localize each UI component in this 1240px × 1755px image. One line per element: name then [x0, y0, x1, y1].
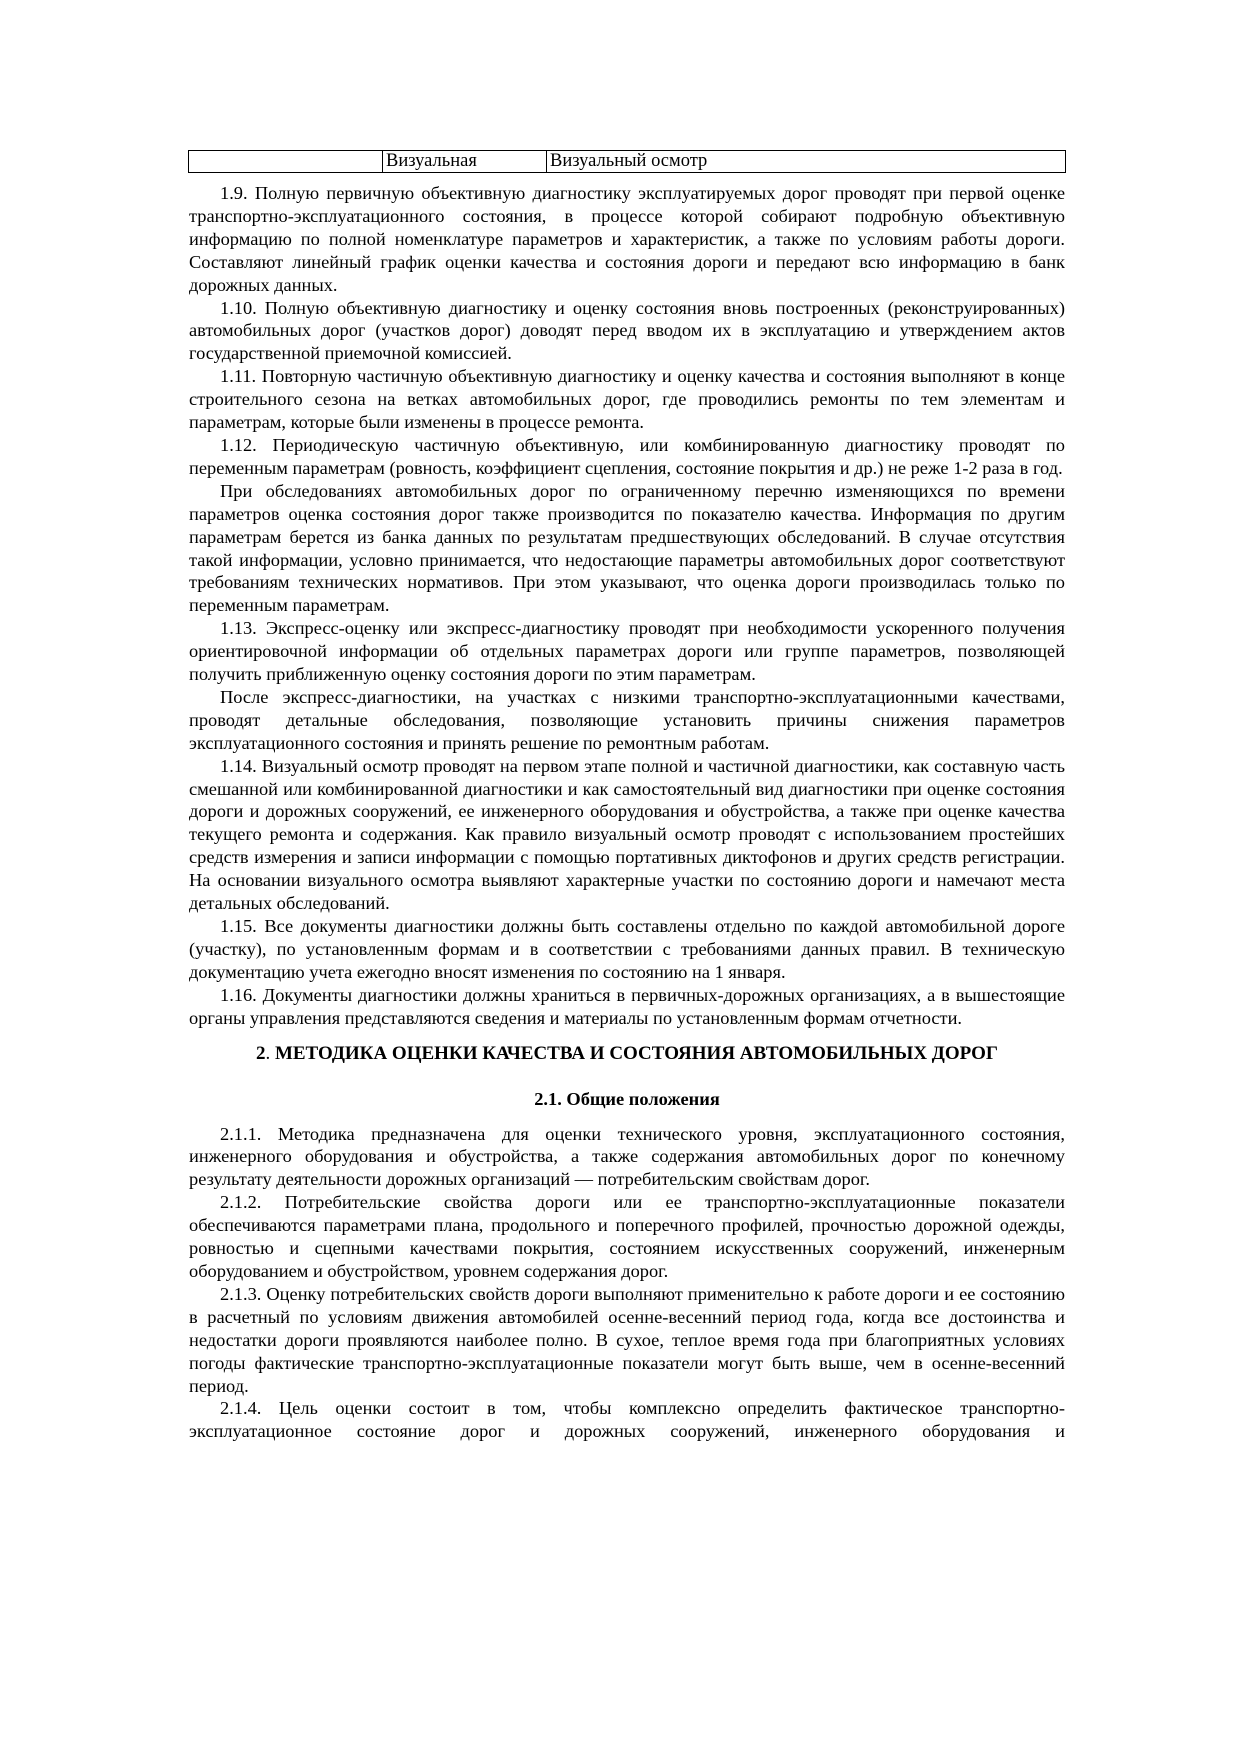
paragraph-2-1-3: 2.1.3. Оценку потребительских свойств дороги выполняют применительно к работе дороги и ее состоянию в расчетный по условиям движения автомобилей осенне-весенний период года, когда все достоинства и недостатки дороги проявляются наиболее полно. В сухое, теплое время года при благоприятных условиях погоды фактические транспортно-эксплуатационные показатели могут быть выше, чем в осенне-весенний период.: [189, 1283, 1065, 1396]
section-title: МЕТОДИКА ОЦЕНКИ КАЧЕСТВА И СОСТОЯНИЯ АВТОМОБИЛЬНЫХ ДОРОГ: [274, 1042, 999, 1064]
paragraph-surveys: При обследованиях автомобильных дорог по ограниченному перечню изменяющихся по времени параметров оценка состояния дорог также производится по показателю качества. Информация по другим параметрам берется из банка данных по результатам предшествующих обследований. В случае отсутствия такой информации, условно принимается, что недостающие параметры автомобильных дорог соответствуют требованиям технических нормативов. При этом указывают, что оценка дороги производилась только по переменным параметрам.: [189, 480, 1065, 616]
paragraph-1-10: 1.10. Полную объективную диагностику и оценку состояния вновь построенных (реконструированных) автомобильных дорог (участков дорог) доводят перед вводом их в эксплуатацию и утверждением актов государственной приемочной комиссией.: [189, 297, 1065, 364]
table-cell-method: Визуальный осмотр: [547, 151, 1066, 173]
paragraph-2-1-4: 2.1.4. Цель оценки состоит в том, чтобы комплексно определить фактическое транспортно-эксплуатационное состояние дорог и дорожных сооружений, инженерного оборудования и: [189, 1398, 1065, 1442]
paragraph-1-14: 1.14. Визуальный осмотр проводят на первом этапе полной и частичной диагностики, как составную часть смешанной или комбинированной диагностики и как самостоятельный вид диагностики при оценке состояния дороги и дорожных сооружений, ее инженерного оборудования и обустройства, а также при оценке качества текущего ремонта и содержания. Как правило визуальный осмотр проводят с использованием простейших средств измерения и записи информации с помощью портативных диктофонов и других средств регистрации. На основании визуального осмотра выявляют характерные участки по состоянию дороги и намечают места детальных обследований.: [189, 755, 1065, 914]
subsection-heading: 2.1. Общие положения: [534, 1088, 720, 1109]
paragraph-1-12: 1.12. Периодическую частичную объективную, или комбинированную диагностику проводят по переменным параметрам (ровность, коэффициент сцепления, состояние покрытия и др.) не реже 1-2 раза в год.: [189, 434, 1065, 478]
section-number: 2: [255, 1042, 266, 1064]
table-cell-type: Визуальная: [383, 151, 547, 173]
section-separator: .: [265, 1042, 275, 1064]
paragraph-2-1-1: 2.1.1. Методика предназначена для оценки технического уровня, эксплуатационного состояния, инженерного оборудования и обустройства, а также содержания автомобильных дорог по конечному результату деятельности дорожных организаций — потребительским свойствам дорог.: [189, 1123, 1065, 1190]
document-page: [189, 150, 1065, 1443]
paragraph-1-16: 1.16. Документы диагностики должны храниться в первичных-дорожных организациях, а в вышестоящие органы управления представляются сведения и материалы по установленным формам отчетности.: [189, 984, 1065, 1028]
paragraph-1-9: 1.9. Полную первичную объективную диагностику эксплуатируемых дорог проводят при первой оценке транспортно-эксплуатационного состояния, в процессе которой собирают подробную объективную информацию по полной номенклатуре параметров и характеристик, а также по условиям работы дороги. Составляют линейный график оценки качества и состояния дороги и передают всю информацию в банк дорожных данных.: [189, 183, 1065, 295]
section-heading: [189, 1042, 1065, 1066]
paragraph-after-express: После экспресс-диагностики, на участках с низкими транспортно-эксплуатационными качествами, проводят детальные обследования, позволяющие установить причины снижения параметров эксплуатационного состояния и принять решение по ремонтным работам.: [189, 686, 1065, 753]
paragraph-1-13: 1.13. Экспресс-оценку или экспресс-диагностику проводят при необходимости ускоренного получения ориентировочной информации об отдельных параметрах дороги или группе параметров, позволяющей получить приближенную оценку состояния дороги по этим параметрам.: [189, 618, 1065, 685]
paragraph-2-1-2: 2.1.2. Потребительские свойства дороги или ее транспортно-эксплуатационные показатели обеспечиваются параметрами плана, продольного и поперечного профилей, прочностью дорожной одежды, ровностью и сцепными качествами покрытия, состоянием искусственных сооружений, инженерным оборудованием и обустройством, уровнем содержания дорог.: [189, 1192, 1065, 1281]
table-row: [189, 151, 1066, 173]
paragraph-1-11: 1.11. Повторную частичную объективную диагностику и оценку качества и состояния выполняют в конце строительного сезона на ветках автомобильных дорог, где проводились ремонты по тем элементам и параметрам, которые были изменены в процессе ремонта.: [189, 366, 1065, 433]
table-cell-empty: [189, 151, 383, 173]
paragraph-1-15: 1.15. Все документы диагностики должны быть составлены отдельно по каждой автомобильной дороге (участку), по установленным формам и в соответствии с требованиями данных правил. В техническую документацию учета ежегодно вносят изменения по состоянию на 1 января.: [189, 916, 1065, 982]
body-text: [189, 182, 1065, 1443]
diagnostics-table: [188, 150, 1066, 173]
